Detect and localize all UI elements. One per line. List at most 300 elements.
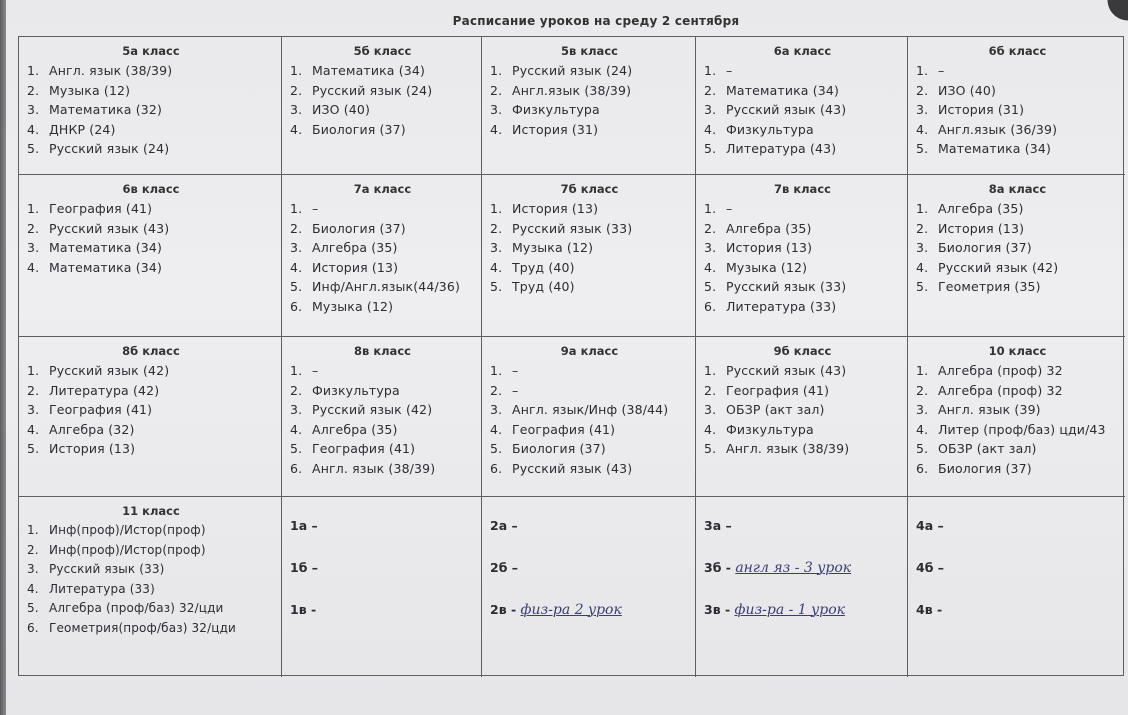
lesson-number: 4. — [27, 121, 40, 137]
lesson-number: 3. — [27, 562, 39, 577]
lesson-item — [27, 120, 275, 140]
lesson-number: 2. — [290, 220, 303, 236]
class-name: 9б класс — [773, 344, 832, 358]
lesson-subject: Физкультура — [312, 382, 400, 398]
lesson-subject: История (13) — [312, 259, 399, 275]
lesson-subject: Русский язык (42) — [49, 363, 170, 378]
lesson-subject: Алгебра (35) — [312, 421, 398, 437]
class-cell — [696, 175, 908, 337]
lesson-number: 1. — [704, 363, 717, 378]
lesson-subject: Алгебра (35) — [312, 240, 398, 256]
lesson-item — [916, 139, 1119, 159]
lesson-subject: Математика (34) — [49, 259, 163, 275]
handwritten-note: физ-ра - 1 урок — [734, 602, 846, 618]
lesson-subject: Музыка (12) — [512, 240, 594, 256]
lesson-list — [490, 199, 689, 297]
lesson-subject: ИЗО (40) — [938, 82, 997, 98]
lesson-number: 2. — [490, 82, 503, 98]
lesson-subject: История (13) — [726, 240, 813, 256]
lesson-list — [704, 361, 901, 459]
lesson-list — [290, 61, 475, 139]
primary-class-label: 2б – — [490, 560, 519, 575]
lesson-number: 6. — [27, 620, 39, 635]
lesson-number: 6. — [290, 298, 303, 314]
lesson-subject: Биология (37) — [938, 460, 1032, 476]
lesson-list — [704, 61, 901, 159]
lesson-item — [490, 420, 689, 440]
lesson-item — [290, 277, 475, 297]
class-cell — [696, 37, 908, 175]
lesson-item — [27, 199, 275, 219]
lesson-item — [27, 580, 275, 600]
lesson-item — [916, 100, 1119, 120]
class-name: 5а класс — [122, 44, 180, 58]
lesson-item — [704, 139, 901, 159]
lesson-number: 4. — [490, 121, 503, 137]
lesson-subject: Англ. язык (38/39) — [726, 441, 850, 457]
lesson-subject: Математика (34) — [49, 240, 163, 256]
lesson-item — [916, 61, 1119, 81]
primary-class-entry — [290, 515, 475, 557]
lesson-list — [704, 199, 901, 317]
lesson-list — [916, 61, 1119, 159]
lesson-subject: – — [312, 363, 319, 378]
primary-class-entry — [704, 557, 901, 599]
lesson-item — [290, 238, 475, 258]
lesson-item — [704, 277, 901, 297]
lesson-subject: История (13) — [512, 201, 599, 216]
primary-class-label: 4б – — [916, 560, 945, 575]
lesson-item — [916, 400, 1119, 420]
primary-class-entry — [916, 557, 1119, 599]
class-cell — [908, 175, 1125, 337]
lesson-subject: Англ. язык (38/39) — [312, 460, 436, 476]
lesson-number: 6. — [704, 298, 717, 314]
class-cell — [19, 37, 282, 175]
lesson-subject: Музыка (12) — [312, 298, 394, 314]
lesson-subject: Алгебра (32) — [49, 421, 135, 437]
lesson-item — [490, 277, 689, 297]
lesson-item — [704, 439, 901, 459]
primary-class-label: 2в - — [490, 602, 517, 617]
lesson-number: 3. — [916, 240, 929, 256]
lesson-item — [290, 381, 475, 401]
lesson-subject: Русский язык (24) — [512, 63, 633, 78]
lesson-subject: – — [512, 382, 519, 398]
lesson-subject: Литература (42) — [49, 382, 160, 398]
lesson-list — [27, 199, 275, 277]
lesson-item — [290, 61, 475, 81]
schedule-sheet — [6, 0, 1128, 715]
primary-class-entry — [490, 599, 689, 641]
lesson-subject: География (41) — [49, 201, 153, 216]
lesson-number: 1. — [916, 363, 929, 378]
lesson-item — [290, 439, 475, 459]
lesson-number: 1. — [27, 523, 39, 537]
primary-class-label: 3в - — [704, 602, 731, 617]
lesson-subject: Русский язык (24) — [312, 82, 433, 98]
lesson-subject: Русский язык (33) — [726, 279, 847, 295]
lesson-number: 1. — [27, 63, 40, 78]
lesson-number: 3. — [490, 102, 503, 118]
lesson-subject: Математика (34) — [312, 63, 426, 78]
lesson-item — [916, 381, 1119, 401]
lesson-subject: – — [726, 63, 733, 78]
lesson-item — [704, 381, 901, 401]
class-name: 10 класс — [988, 344, 1047, 358]
lesson-item — [490, 199, 689, 219]
lesson-item — [27, 541, 275, 561]
lesson-item — [290, 258, 475, 278]
lesson-number: 3. — [27, 402, 40, 418]
lesson-number: 2. — [490, 220, 503, 236]
lesson-item — [27, 521, 275, 541]
schedule-table — [18, 36, 1124, 676]
lesson-item — [490, 120, 689, 140]
lesson-subject: Биология (37) — [512, 441, 606, 457]
lesson-item — [27, 100, 275, 120]
primary-class-label: 2а – — [490, 518, 518, 533]
primary-class-entry — [704, 515, 901, 557]
lesson-number: 4. — [290, 421, 303, 437]
lesson-number: 1. — [916, 201, 929, 216]
class-cell — [19, 337, 282, 497]
lesson-subject: Алгебра (35) — [938, 201, 1024, 216]
lesson-number: 5. — [704, 141, 717, 157]
lesson-list — [27, 361, 275, 459]
lesson-subject: ОБЗР (акт зал) — [726, 402, 825, 418]
class-name: 9а класс — [560, 344, 619, 358]
primary-classes-cell — [282, 497, 482, 677]
lesson-item — [916, 277, 1119, 297]
lesson-subject: ОБЗР (акт зал) — [938, 441, 1037, 457]
handwritten-note: физ-ра 2 урок — [520, 602, 622, 618]
lesson-item — [490, 238, 689, 258]
class-cell — [282, 37, 482, 175]
lesson-number: 4. — [27, 259, 40, 275]
lesson-subject: Литер (проф/баз) цди/43 — [938, 421, 1106, 437]
lesson-item — [916, 459, 1119, 479]
primary-class-label: 3б - — [704, 560, 731, 575]
class-name: 7б класс — [560, 182, 619, 196]
lesson-number: 5. — [916, 279, 929, 295]
lesson-list — [290, 199, 475, 317]
lesson-subject: Англ. язык (38/39) — [49, 63, 173, 78]
lesson-number: 6. — [916, 460, 929, 476]
lesson-subject: Биология (37) — [938, 240, 1032, 256]
lesson-number: 2. — [916, 220, 929, 236]
lesson-number: 5. — [916, 141, 929, 157]
lesson-item — [704, 400, 901, 420]
lesson-list — [916, 199, 1119, 297]
lesson-number: 4. — [704, 259, 717, 275]
lesson-item — [27, 219, 275, 239]
lesson-number: 6. — [490, 460, 503, 476]
lesson-subject: Англ. язык/Инф (38/44) — [512, 402, 669, 418]
lesson-number: 1. — [27, 363, 40, 378]
class-name: 11 класс — [122, 504, 180, 518]
lesson-subject: Русский язык (43) — [49, 220, 170, 236]
lesson-item — [490, 400, 689, 420]
lesson-number: 1. — [290, 201, 303, 216]
lesson-number: 4. — [704, 421, 717, 437]
lesson-item — [704, 199, 901, 219]
lesson-item — [916, 199, 1119, 219]
lesson-subject: Англ. язык (39) — [938, 402, 1041, 418]
lesson-number: 3. — [290, 102, 303, 118]
lesson-number: 4. — [27, 421, 40, 437]
lesson-number: 4. — [916, 259, 929, 275]
lesson-item — [704, 100, 901, 120]
class-cell — [19, 497, 282, 677]
class-name: 8в класс — [354, 344, 411, 358]
lesson-number: 2. — [916, 382, 929, 398]
lesson-subject: Русский язык (42) — [938, 259, 1059, 275]
lesson-number: 1. — [290, 63, 303, 78]
lesson-subject: Алгебра (проф) 32 — [938, 363, 1063, 378]
lesson-subject: История (31) — [938, 102, 1025, 118]
lesson-number: 4. — [704, 121, 717, 137]
class-name: 7в класс — [774, 182, 831, 196]
lesson-number: 1. — [290, 363, 303, 378]
lesson-item — [27, 439, 275, 459]
lesson-item — [490, 459, 689, 479]
lesson-subject: Русский язык (42) — [312, 402, 433, 418]
lesson-subject: География (41) — [312, 441, 416, 457]
lesson-number: 5. — [27, 601, 39, 616]
primary-class-entry — [916, 599, 1119, 641]
lesson-number: 3. — [27, 102, 40, 118]
lesson-subject: Биология (37) — [312, 220, 406, 236]
class-name: 5в класс — [561, 44, 618, 58]
lesson-number: 2. — [27, 82, 40, 98]
lesson-number: 2. — [290, 82, 303, 98]
lesson-item — [490, 219, 689, 239]
lesson-subject: Литература (33) — [49, 581, 155, 596]
lesson-item — [704, 120, 901, 140]
lesson-item — [916, 120, 1119, 140]
class-cell — [19, 175, 282, 337]
schedule-title: Расписание уроков на среду 2 сентября — [452, 14, 740, 28]
lesson-item — [27, 400, 275, 420]
class-cell — [696, 337, 908, 497]
lesson-item — [490, 439, 689, 459]
lesson-number: 2. — [290, 382, 303, 398]
lesson-subject: Биология (37) — [312, 121, 406, 137]
lesson-item — [27, 361, 275, 381]
lesson-subject: Англ.язык (36/39) — [938, 121, 1058, 137]
lesson-number: 3. — [704, 402, 717, 418]
lesson-number: 2. — [916, 82, 929, 98]
class-name: 8б класс — [122, 344, 180, 358]
lesson-subject: История (13) — [49, 441, 136, 457]
lesson-number: 1. — [490, 201, 503, 216]
class-name: 8а класс — [988, 182, 1047, 196]
lesson-item — [290, 459, 475, 479]
lesson-subject: География (41) — [726, 382, 830, 398]
lesson-number: 1. — [490, 63, 503, 78]
lesson-number: 3. — [27, 240, 40, 256]
lesson-number: 5. — [704, 441, 717, 457]
lesson-subject: Инф(проф)/Истор(проф) — [49, 542, 206, 557]
lesson-subject: География (41) — [512, 421, 616, 437]
lesson-subject: Алгебра (проф/баз) 32/цди — [49, 601, 224, 616]
lesson-subject: Русский язык (33) — [512, 220, 633, 236]
class-cell — [908, 337, 1125, 497]
lesson-item — [290, 297, 475, 317]
lesson-item — [290, 199, 475, 219]
primary-classes-cell — [696, 497, 908, 677]
lesson-number: 5. — [490, 441, 503, 457]
lesson-subject: Математика (34) — [938, 141, 1052, 157]
lesson-number: 5. — [916, 441, 929, 457]
lesson-subject: Русский язык (43) — [726, 363, 847, 378]
lesson-item — [704, 61, 901, 81]
lesson-item — [290, 100, 475, 120]
lesson-subject: – — [726, 201, 733, 216]
lesson-number: 3. — [290, 402, 303, 418]
lesson-number: 2. — [704, 382, 717, 398]
lesson-number: 4. — [290, 121, 303, 137]
primary-class-label: 3а – — [704, 518, 732, 533]
lesson-item — [704, 219, 901, 239]
lesson-subject: Математика (34) — [726, 82, 840, 98]
lesson-item — [290, 361, 475, 381]
class-cell — [482, 37, 696, 175]
lesson-number: 4. — [490, 421, 503, 437]
lesson-item — [490, 100, 689, 120]
lesson-number: 3. — [916, 402, 929, 418]
lesson-number: 4. — [490, 259, 503, 275]
lesson-number: 6. — [290, 460, 303, 476]
lesson-subject: Инф/Англ.язык(44/36) — [312, 279, 461, 295]
class-name: 6б класс — [988, 44, 1047, 58]
lesson-subject: Музыка (12) — [49, 82, 131, 98]
lesson-item — [916, 81, 1119, 101]
lesson-item — [290, 120, 475, 140]
lesson-subject: ДНКР (24) — [49, 121, 116, 137]
lesson-number: 5. — [704, 279, 717, 295]
lesson-subject: Алгебра (проф) 32 — [938, 382, 1063, 398]
lesson-item — [916, 361, 1119, 381]
lesson-number: 2. — [27, 382, 40, 398]
class-name: 6а класс — [773, 44, 832, 58]
lesson-subject: Алгебра (35) — [726, 220, 812, 236]
lesson-subject: Русский язык (33) — [49, 562, 165, 577]
lesson-item — [27, 599, 275, 619]
lesson-item — [27, 258, 275, 278]
lesson-list — [27, 521, 275, 639]
lesson-item — [916, 238, 1119, 258]
lesson-subject: Русский язык (43) — [726, 102, 847, 118]
lesson-number: 5. — [27, 141, 40, 157]
class-cell — [282, 337, 482, 497]
lesson-list — [490, 361, 689, 479]
lesson-subject: – — [312, 201, 319, 216]
lesson-subject: Геометрия (35) — [938, 279, 1041, 295]
class-name: 6в класс — [122, 182, 180, 196]
lesson-item — [27, 381, 275, 401]
lesson-number: 3. — [916, 102, 929, 118]
handwritten-note: англ яз - 3 урок — [735, 560, 852, 576]
class-cell — [482, 175, 696, 337]
lesson-item — [490, 61, 689, 81]
lesson-number: 1. — [27, 201, 40, 216]
lesson-number: 1. — [704, 63, 717, 78]
lesson-number: 2. — [704, 220, 717, 236]
lesson-item — [290, 400, 475, 420]
primary-class-label: 1а – — [290, 518, 318, 533]
primary-class-entry — [490, 515, 689, 557]
lesson-list — [916, 361, 1119, 479]
lesson-item — [916, 420, 1119, 440]
lesson-number: 2. — [704, 82, 717, 98]
lesson-subject: Физкультура — [512, 102, 600, 118]
lesson-item — [27, 81, 275, 101]
lesson-item — [704, 420, 901, 440]
lesson-subject: География (41) — [49, 402, 153, 418]
lesson-subject: – — [512, 363, 519, 378]
lesson-subject: Труд (40) — [512, 279, 575, 295]
lesson-item — [27, 619, 275, 639]
lesson-item — [916, 219, 1119, 239]
lesson-subject: Математика (32) — [49, 102, 163, 118]
lesson-number: 4. — [916, 121, 929, 137]
lesson-number: 5. — [290, 441, 303, 457]
lesson-item — [916, 439, 1119, 459]
lesson-subject: Физкультура — [726, 121, 814, 137]
lesson-number: 3. — [490, 402, 503, 418]
lesson-item — [27, 420, 275, 440]
lesson-item — [704, 297, 901, 317]
lesson-item — [490, 81, 689, 101]
lesson-item — [490, 258, 689, 278]
lesson-item — [290, 420, 475, 440]
lesson-number: 1. — [704, 201, 717, 216]
lesson-number: 4. — [916, 421, 929, 437]
primary-class-entry — [290, 599, 475, 641]
lesson-item — [490, 381, 689, 401]
primary-class-label: 1б – — [290, 560, 319, 575]
primary-class-entry — [290, 557, 475, 599]
lesson-number: 1. — [490, 363, 503, 378]
lesson-subject: ИЗО (40) — [312, 102, 371, 118]
lesson-number: 5. — [490, 279, 503, 295]
lesson-item — [27, 560, 275, 580]
class-name: 7а класс — [353, 182, 412, 196]
lesson-item — [290, 219, 475, 239]
lesson-number: 4. — [27, 581, 39, 596]
primary-class-label: 4а – — [916, 518, 944, 533]
lesson-number: 3. — [290, 240, 303, 256]
lesson-subject: Геометрия(проф/баз) 32/цди — [49, 620, 236, 635]
lesson-item — [704, 361, 901, 381]
lesson-subject: Музыка (12) — [726, 259, 808, 275]
primary-class-entry — [490, 557, 689, 599]
primary-class-label: 4в - — [916, 602, 943, 617]
class-cell — [482, 337, 696, 497]
class-name: 5б класс — [353, 44, 412, 58]
lesson-subject: Физкультура — [726, 421, 814, 437]
lesson-subject: Инф(проф)/Истор(проф) — [49, 523, 206, 537]
lesson-subject: Труд (40) — [512, 259, 575, 275]
lesson-number: 1. — [916, 63, 929, 78]
lesson-item — [704, 81, 901, 101]
lesson-number: 3. — [704, 240, 717, 256]
lesson-list — [490, 61, 689, 139]
lesson-list — [27, 61, 275, 159]
lesson-subject: Русский язык (43) — [512, 460, 633, 476]
